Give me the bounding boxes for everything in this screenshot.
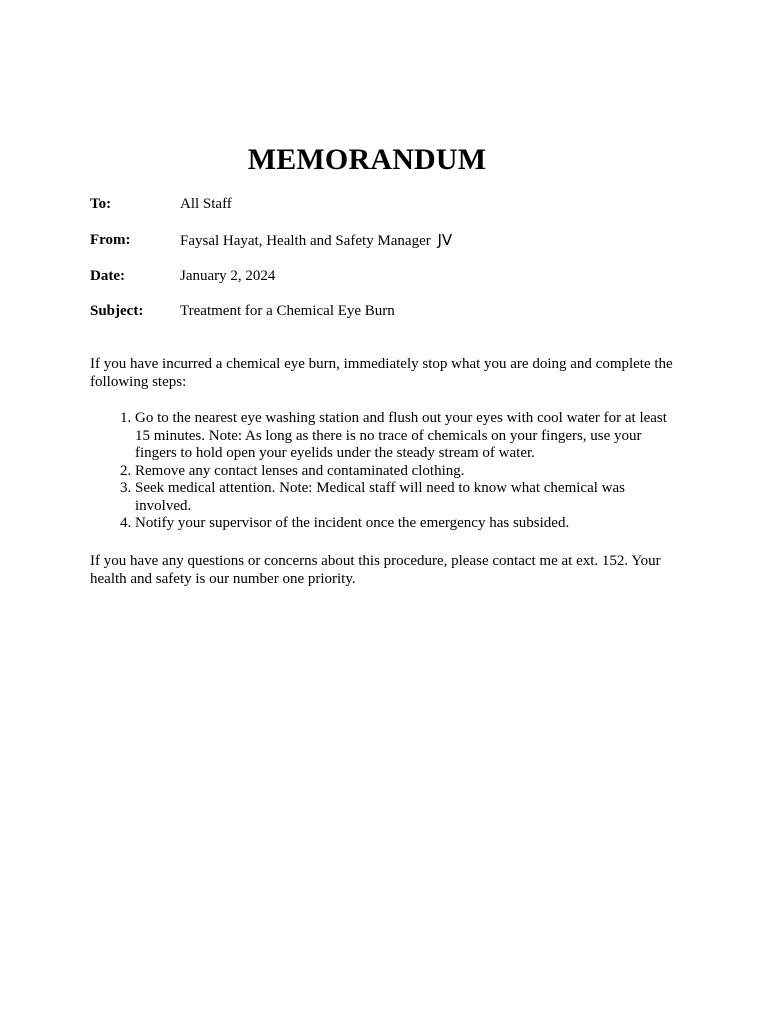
intro-paragraph: If you have incurred a chemical eye burn, immediately stop what you are doing and complete the following steps: (90, 356, 673, 390)
subject-value: Treatment for a Chemical Eye Burn (180, 303, 395, 319)
step-item: 2. Remove any contact lenses and contaminated clothing. (135, 463, 684, 481)
subject-label: Subject: (90, 303, 144, 319)
from-label: From: (90, 232, 131, 248)
date-value: January 2, 2024 (180, 268, 276, 284)
step-item: 4. Notify your supervisor of the incident once the emergency has subsided. (135, 515, 684, 533)
sender-initials: JV (437, 231, 453, 249)
from-value-container (180, 230, 452, 251)
memo-title: MEMORANDUM (247, 143, 487, 176)
to-value: All Staff (180, 196, 232, 212)
closing-paragraph: If you have any questions or concerns about this procedure, please contact me at ext. 152. Your health and safety is our number one priority. (90, 553, 661, 587)
date-label: Date: (90, 268, 125, 284)
to-label: To: (90, 196, 112, 212)
step-item: 3. Seek medical attention. Note: Medical staff will need to know what chemical was involved. (135, 480, 684, 515)
step-item: 1. Go to the nearest eye washing station and flush out your eyes with cool water for at least 15 minutes. Note: As long as there is no trace of chemicals on your fingers, use your fingers to hold open your eyelids under the steady stream of water. (135, 410, 684, 463)
steps-list (90, 410, 684, 533)
from-value: Faysal Hayat, Health and Safety Manager (180, 233, 431, 249)
